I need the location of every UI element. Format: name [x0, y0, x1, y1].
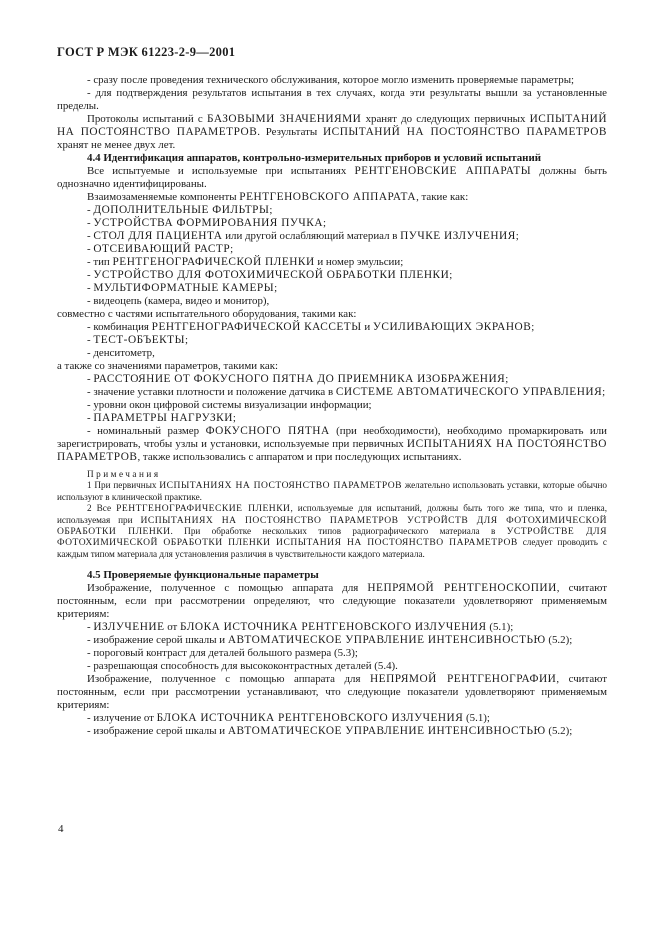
list-item: - разрешающая способность для высококонтрастных деталей (5.4). — [87, 660, 398, 673]
list-item: - изображение серой шкалы и АВТОМАТИЧЕСКОЕ УПРАВЛЕНИЕ ИНТЕНСИВНОСТЬЮ (5.2); — [87, 725, 573, 738]
list-item: - ИЗЛУЧЕНИЕ от БЛОКА ИСТОЧНИКА РЕНТГЕНОВСКОГО ИЗЛУЧЕНИЯ (5.1); — [87, 621, 514, 634]
list-item: - денситометр, — [87, 347, 155, 359]
paragraph: совместно с частями испытательного оборудования, такими как: — [57, 308, 357, 320]
list-item: - изображение серой шкалы и АВТОМАТИЧЕСКОЕ УПРАВЛЕНИЕ ИНТЕНСИВНОСТЬЮ (5.2); — [87, 634, 573, 647]
section-heading-4-4: 4.4 Идентификация аппаратов, контрольно-измерительных приборов и условий испытаний — [87, 152, 541, 164]
list-item: - видеоцепь (камера, видео и монитор), — [87, 295, 270, 307]
list-item: - сразу после проведения технического обслуживания, которое могло изменить проверяемые параметры; — [87, 74, 575, 86]
list-item: - ДОПОЛНИТЕЛЬНЫЕ ФИЛЬТРЫ; — [87, 204, 273, 216]
notes-title: Примечания — [87, 469, 161, 479]
list-item: - СТОЛ ДЛЯ ПАЦИЕНТА или другой ослабляющий материал в ПУЧКЕ ИЗЛУЧЕНИЯ; — [87, 230, 519, 242]
list-item: - УСТРОЙСТВО ДЛЯ ФОТОХИМИЧЕСКОЙ ОБРАБОТКИ ПЛЕНКИ; — [87, 269, 453, 281]
paragraph: Изображение, полученное с помощью аппарата для НЕПРЯМОЙ РЕНТГЕНОСКОПИИ, считают постоянным, если при рассмотрении определяют, что следующие показатели удовлетворяют применяемым критериям: — [57, 582, 607, 621]
paragraph: Изображение, полученное с помощью аппарата для НЕПРЯМОЙ РЕНТГЕНОГРАФИИ, считают постоянным, если при рассмотрении устанавливают, что следующие показатели удовлетворяют применяемым критериям: — [57, 673, 607, 712]
paragraph: Взаимозаменяемые компоненты РЕНТГЕНОВСКОГО АППАРАТА, такие как: — [87, 191, 469, 203]
section-heading-4-5: 4.5 Проверяемые функциональные параметры — [87, 569, 319, 582]
list-item: - РАССТОЯНИЕ ОТ ФОКУСНОГО ПЯТНА ДО ПРИЕМНИКА ИЗОБРАЖЕНИЯ; — [87, 373, 509, 385]
list-item: - ОТСЕИВАЮЩИЙ РАСТР; — [87, 243, 234, 255]
list-item: - УСТРОЙСТВА ФОРМИРОВАНИЯ ПУЧКА; — [87, 217, 327, 229]
list-item: - для подтверждения результатов испытания в тех случаях, когда эти результаты вышли за установленные пределы. — [57, 87, 607, 112]
list-item: - пороговый контраст для деталей большого размера (5.3); — [87, 647, 358, 660]
list-item: - тип РЕНТГЕНОГРАФИЧЕСКОЙ ПЛЕНКИ и номер эмульсии; — [87, 256, 404, 268]
paragraph: а также со значениями параметров, такими как: — [57, 360, 279, 372]
note-2: 2 Все РЕНТГЕНОГРАФИЧЕСКИЕ ПЛЕНКИ, используемые для испытаний, должны быть того же типа, что и пленка, используемая при ИСПЫТАНИЯХ НА ПОСТОЯНСТВО ПАРАМЕТРОВ УСТРОЙСТВ ДЛЯ ФОТОХИМИЧЕСКОЙ ОБРАБОТКИ ПЛЕНКИ. При обработке нескольких типов радиографического материала в УСТРОЙСТВЕ ДЛЯ ФОТОХИМИЧЕСКОЙ ОБРАБОТКИ ПЛЕНКИ ИСПЫТАНИЯ НА ПОСТОЯНСТВО ПАРАМЕТРОВ следует проводить с каждым типом материала для установления различия в чувствительности каждого материала. — [57, 503, 607, 559]
list-item: - номинальный размер ФОКУСНОГО ПЯТНА (при необходимости), необходимо промаркировать или зарегистрировать, чтобы узлы и установки, используемые при первичных ИСПЫТАНИЯХ НА ПОСТОЯНСТВО ПАРАМЕТРОВ, также использовались с аппаратом и при последующих испытаниях. — [57, 425, 608, 463]
list-item: - уровни окон цифровой системы визуализации информации; — [87, 399, 372, 411]
list-item: - значение уставки плотности и положение датчика в СИСТЕМЕ АВТОМАТИЧЕСКОГО УПРАВЛЕНИЯ; — [87, 386, 606, 398]
page-number: 4 — [58, 823, 64, 835]
list-item: - ТЕСТ-ОБЪЕКТЫ; — [87, 334, 189, 346]
paragraph: Все испытуемые и используемые при испытаниях РЕНТГЕНОВСКИЕ АППАРАТЫ должны быть однозначно идентифицированы. — [57, 165, 607, 190]
note-1: 1 При первичных ИСПЫТАНИЯХ НА ПОСТОЯНСТВО ПАРАМЕТРОВ желательно использовать уставки, которые обычно используют в клинической практике. — [57, 480, 607, 502]
list-item: - комбинация РЕНТГЕНОГРАФИЧЕСКОЙ КАССЕТЫ и УСИЛИВАЮЩИХ ЭКРАНОВ; — [87, 321, 535, 333]
list-item: - МУЛЬТИФОРМАТНЫЕ КАМЕРЫ; — [87, 282, 278, 294]
list-item: - ПАРАМЕТРЫ НАГРУЗКИ; — [87, 412, 236, 424]
doc-number: ГОСТ Р МЭК 61223-2-9—2001 — [57, 45, 236, 59]
paragraph: Протоколы испытаний с БАЗОВЫМИ ЗНАЧЕНИЯМИ хранят до следующих первичных ИСПЫТАНИЙ НА ПОСТОЯНСТВО ПАРАМЕТРОВ. Результаты ИСПЫТАНИЙ НА ПОСТОЯНСТВО ПАРАМЕТРОВ хранят не менее двух лет. — [57, 113, 607, 151]
list-item: - излучение от БЛОКА ИСТОЧНИКА РЕНТГЕНОВСКОГО ИЗЛУЧЕНИЯ (5.1); — [87, 712, 490, 725]
